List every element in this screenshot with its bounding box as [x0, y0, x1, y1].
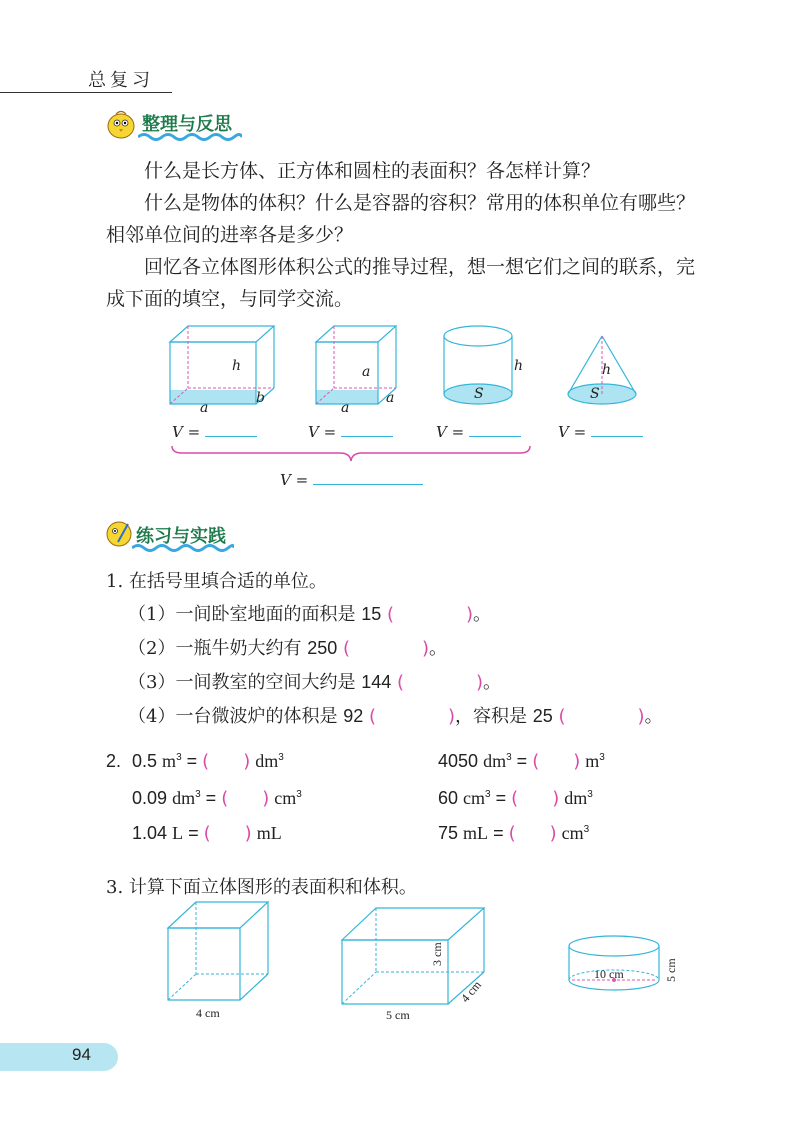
answer-paren[interactable]: ( )	[532, 751, 581, 772]
cuboid-height-label: 3 cm	[430, 942, 444, 966]
answer-blank[interactable]	[469, 422, 521, 437]
conversion-row-3-right: 75 mL = ( ) $cm^3$	[438, 823, 590, 844]
cuboid-volume-blank: V =	[172, 422, 257, 441]
question-2-number: 2.	[106, 751, 122, 771]
question-1-item-2: （2）一瓶牛奶大约有 250 ( )。	[128, 638, 448, 659]
cube-edge-label: 4 cm	[196, 1006, 220, 1020]
conversion-row-1-left: 0.5 $m^3$ = ( ) $dm^3$	[132, 751, 284, 772]
answer-paren[interactable]: ( )	[558, 706, 645, 727]
cylinder-height-label: 5 cm	[664, 958, 678, 982]
answer-blank[interactable]	[341, 422, 393, 437]
cuboid-length-label: 5 cm	[386, 1008, 410, 1022]
cuboid-h-label: h	[232, 358, 242, 374]
combined-volume-blank: V =	[280, 470, 423, 489]
cube-4cm-diagram	[166, 900, 272, 1004]
question-1-stem: 1. 在括号里填合适的单位。	[106, 571, 327, 592]
paragraph-surface-area: 什么是长方体、正方体和圆柱的表面积？各怎样计算？	[144, 160, 601, 182]
answer-paren[interactable]: ( )	[508, 823, 557, 844]
answer-blank[interactable]	[205, 422, 257, 437]
cylinder-h-label: h	[514, 358, 524, 374]
answer-paren[interactable]: ( )	[386, 604, 474, 625]
question-1-item-1: （1）一间卧室地面的面积是 15 ( )。	[128, 604, 492, 625]
answer-paren[interactable]: ( )	[342, 638, 430, 659]
answer-paren[interactable]: ( )	[203, 823, 252, 844]
cube-a-top-label: a	[362, 364, 371, 380]
conversion-row-2-left: 0.09 $dm^3$ = ( ) $cm^3$	[132, 788, 302, 809]
cuboid-b-label: b	[256, 390, 265, 406]
page-number: 94	[72, 1045, 91, 1064]
answer-paren[interactable]: ( )	[202, 751, 251, 772]
chick-pencil-mascot-icon	[104, 518, 134, 548]
chick-mascot-icon	[104, 108, 138, 140]
answer-paren[interactable]: ( )	[396, 672, 484, 693]
section-title-practice: 练习与实践	[136, 526, 226, 547]
cylinder-10-5-diagram	[566, 932, 662, 994]
paragraph-volume: 什么是物体的体积？什么是容器的容积？常用的体积单位有哪些？相邻单位间的进率各是多少？	[106, 192, 696, 246]
cone-volume-blank: V =	[558, 422, 643, 441]
answer-paren[interactable]: ( )	[511, 788, 560, 809]
conversion-row-3-left: 1.04 L = ( ) mL	[132, 823, 282, 844]
answer-blank[interactable]	[591, 422, 643, 437]
cuboid-width-label: 4 cm	[458, 977, 484, 1005]
question-3-stem: 3. 计算下面立体图形的表面积和体积。	[106, 877, 417, 898]
section-title-underline	[132, 543, 234, 553]
cone-s-label: S	[590, 386, 600, 402]
paragraph-formula: 回忆各立体图形体积公式的推导过程，想一想它们之间的联系，完成下面的填空，与同学交流。	[106, 256, 696, 310]
page-header-title: 总复习	[88, 70, 154, 91]
cylinder-diameter-label: 10 cm	[594, 967, 624, 981]
cube-volume-blank: V =	[308, 422, 393, 441]
cube-a-bottom-label: a	[341, 400, 350, 416]
cuboid-a-label: a	[200, 400, 209, 416]
cylinder-s-label: S	[474, 386, 484, 402]
conversion-row-2-right: 60 $cm^3$ = ( ) $dm^3$	[438, 788, 593, 809]
cone-h-label: h	[602, 362, 612, 378]
question-1-item-4: （4）一台微波炉的体积是 92 ( )，容积是 25 ( )。	[128, 706, 663, 727]
conversion-row-1-right: 4050 $dm^3$ = ( ) $m^3$	[438, 751, 605, 772]
section-title-review: 整理与反思	[142, 114, 232, 135]
cube-a-side-label: a	[386, 390, 395, 406]
answer-paren[interactable]: ( )	[221, 788, 270, 809]
question-1-item-3: （3）一间教室的空间大约是 144 ( )。	[128, 672, 502, 693]
grouping-brace	[170, 444, 532, 464]
section-title-underline	[138, 132, 242, 142]
cylinder-volume-blank: V =	[436, 422, 521, 441]
page-number-badge	[0, 1043, 118, 1071]
answer-blank[interactable]	[313, 470, 423, 485]
header-rule	[0, 92, 172, 93]
answer-paren[interactable]: ( )	[368, 706, 456, 727]
